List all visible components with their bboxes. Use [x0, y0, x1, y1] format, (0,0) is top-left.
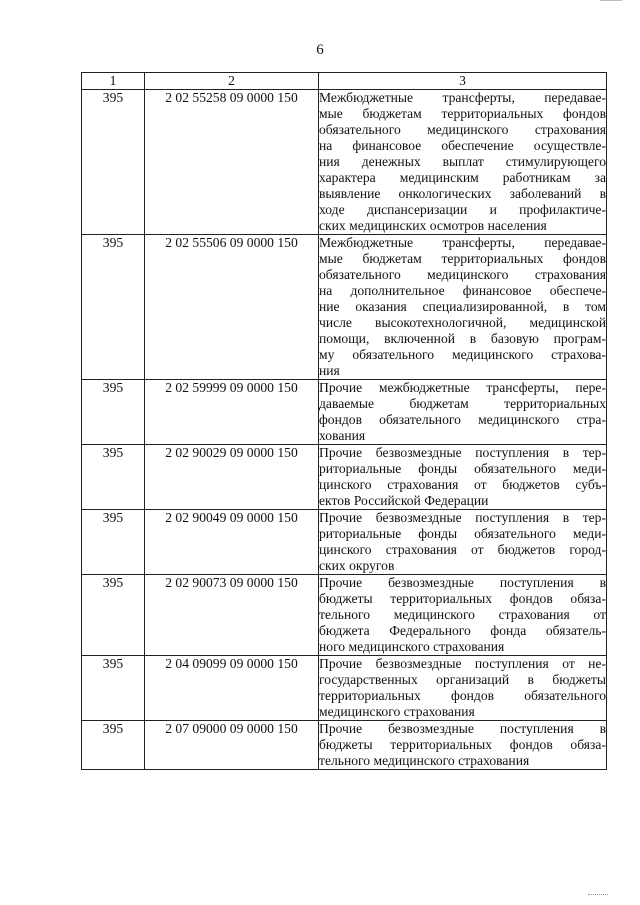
- admin-code-cell: 395: [82, 90, 145, 235]
- revenue-name-cell: [319, 721, 607, 770]
- revenue-name-cell: [319, 575, 607, 656]
- revenue-name-line: Прочие безвозмездные поступления в тер-: [319, 510, 606, 525]
- revenue-name-line: Прочие безвозмездные поступления в тер-: [319, 445, 606, 460]
- budget-classification-code-cell: 2 02 59999 09 0000 150: [145, 380, 319, 445]
- revenue-name-line: тельного медицинского страхования: [319, 753, 530, 768]
- revenue-name-line: на финансовое обеспечение осуществле-: [319, 138, 606, 153]
- revenue-name-line: обязательного медицинского страхования: [319, 267, 606, 282]
- page-number: 6: [316, 42, 324, 58]
- table-row: [82, 90, 607, 235]
- revenue-codes-table: [81, 72, 607, 770]
- revenue-name-line: тельного медицинского страхования от: [319, 607, 606, 622]
- revenue-name-line: Межбюджетные трансферты, передавае-: [319, 90, 606, 105]
- revenue-name-line: Прочие безвозмездные поступления в: [319, 575, 606, 590]
- revenue-name-line: мые бюджетам территориальных фондов: [319, 251, 606, 266]
- table-row: [82, 721, 607, 770]
- revenue-name-line: ния: [319, 363, 340, 378]
- admin-code-cell: 395: [82, 656, 145, 721]
- admin-code-cell: 395: [82, 235, 145, 380]
- table-row: [82, 575, 607, 656]
- revenue-name-line: ектов Российской Федерации: [319, 493, 489, 508]
- revenue-name-line: Межбюджетные трансферты, передавае-: [319, 235, 606, 250]
- revenue-name-line: бюджеты территориальных фондов обяза-: [319, 737, 606, 752]
- revenue-name-line: медицинского страхования: [319, 704, 475, 719]
- table-row: [82, 235, 607, 380]
- revenue-name-line: фондов обязательного медицинского стра-: [319, 412, 606, 427]
- revenue-name-line: ние оказания специализированной, в том: [319, 299, 606, 314]
- admin-code-cell: 395: [82, 380, 145, 445]
- budget-classification-code-cell: 2 02 90049 09 0000 150: [145, 510, 319, 575]
- revenue-name-line: Прочие межбюджетные трансферты, пере-: [319, 380, 606, 395]
- revenue-name-line: помощи, включенной в базовую програм-: [319, 331, 606, 346]
- revenue-name-line: риториальные фонды обязательного меди-: [319, 526, 606, 541]
- revenue-name-line: хования: [319, 428, 366, 443]
- revenue-name-line: бюджета Федерального фонда обязатель-: [319, 623, 606, 638]
- table-row: [82, 380, 607, 445]
- revenue-name-line: даваемые бюджетам территориальных: [319, 396, 606, 411]
- revenue-name-line: ходе диспансеризации и профилактиче-: [319, 202, 606, 217]
- revenue-name-cell: [319, 235, 607, 380]
- revenue-name-line: му обязательного медицинского страхова-: [319, 347, 606, 362]
- table-row: [82, 510, 607, 575]
- revenue-name-line: территориальных фондов обязательного: [319, 688, 606, 703]
- revenue-name-line: ских округов: [319, 558, 395, 573]
- revenue-name-cell: [319, 90, 607, 235]
- admin-code-cell: 395: [82, 510, 145, 575]
- budget-classification-code-cell: 2 02 90073 09 0000 150: [145, 575, 319, 656]
- revenue-name-cell: [319, 380, 607, 445]
- table-row: [82, 445, 607, 510]
- revenue-name-line: числе высокотехнологичной, медицинской: [319, 315, 606, 330]
- revenue-name-line: цинского страхования от бюджетов субъ-: [319, 477, 606, 492]
- admin-code-cell: 395: [82, 721, 145, 770]
- revenue-name-line: бюджеты территориальных фондов обяза-: [319, 591, 606, 606]
- scan-mark-top: [600, 0, 622, 3]
- table-row: [82, 656, 607, 721]
- header-col-1: 1: [82, 73, 145, 90]
- revenue-name-line: Прочие безвозмездные поступления в: [319, 721, 606, 736]
- revenue-name-cell: [319, 445, 607, 510]
- budget-classification-code-cell: 2 02 55258 09 0000 150: [145, 90, 319, 235]
- admin-code-cell: 395: [82, 445, 145, 510]
- revenue-name-line: Прочие безвозмездные поступления от не-: [319, 656, 606, 671]
- revenue-name-line: риториальные фонды обязательного меди-: [319, 461, 606, 476]
- revenue-name-line: обязательного медицинского страхования: [319, 122, 606, 137]
- table-body: [82, 90, 607, 770]
- scan-mark-bottom: [588, 894, 608, 897]
- budget-classification-code-cell: 2 07 09000 09 0000 150: [145, 721, 319, 770]
- revenue-name-cell: [319, 510, 607, 575]
- admin-code-cell: 395: [82, 575, 145, 656]
- revenue-name-line: ния денежных выплат стимулирующего: [319, 154, 606, 169]
- revenue-name-line: выявление онкологических заболеваний в: [319, 186, 606, 201]
- revenue-name-line: цинского страхования от бюджетов город-: [319, 542, 606, 557]
- budget-classification-code-cell: 2 04 09099 09 0000 150: [145, 656, 319, 721]
- table-header-row: [82, 73, 607, 90]
- revenue-name-line: ских медицинских осмотров населения: [319, 218, 547, 233]
- revenue-name-line: характера медицинским работникам за: [319, 170, 606, 185]
- budget-classification-code-cell: 2 02 90029 09 0000 150: [145, 445, 319, 510]
- revenue-name-cell: [319, 656, 607, 721]
- header-col-3: 3: [319, 73, 607, 90]
- revenue-name-line: государственных организаций в бюджеты: [319, 672, 606, 687]
- revenue-name-line: мые бюджетам территориальных фондов: [319, 106, 606, 121]
- revenue-name-line: ного медицинского страхования: [319, 639, 505, 654]
- revenue-name-line: на дополнительное финансовое обеспече-: [319, 283, 606, 298]
- header-col-2: 2: [145, 73, 319, 90]
- budget-classification-code-cell: 2 02 55506 09 0000 150: [145, 235, 319, 380]
